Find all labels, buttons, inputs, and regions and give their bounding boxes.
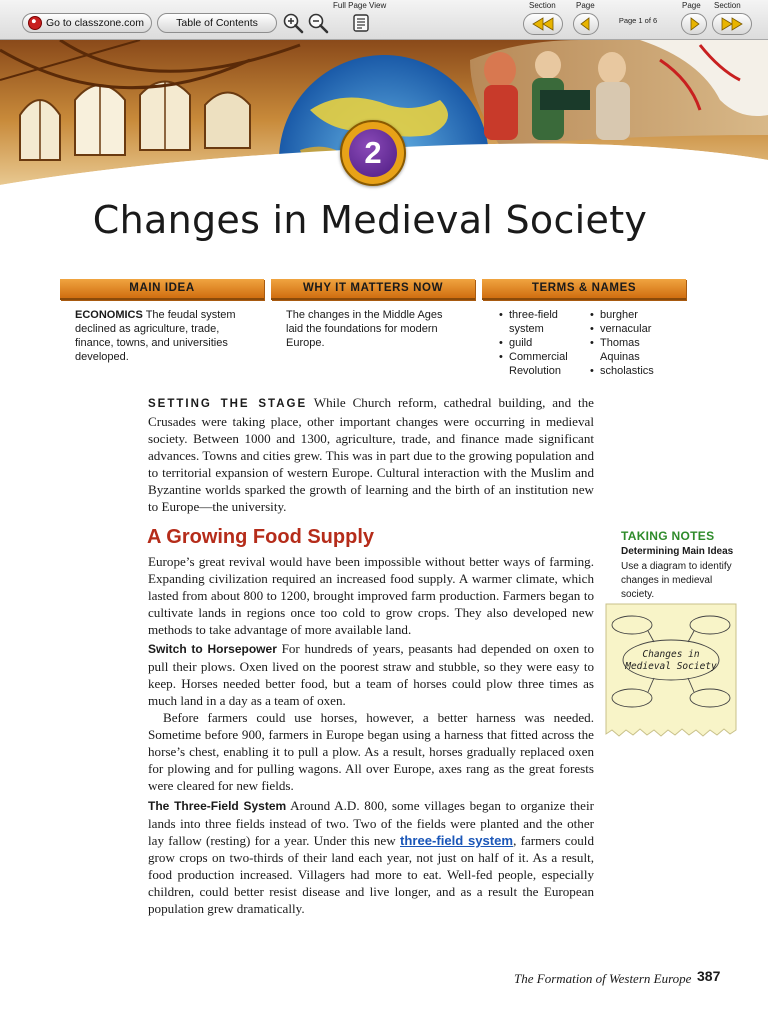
section-intro: Europe’s great revival would have been impossible without better ways of farming. Expanding civilization required an increased food supply. A warmer climate, which lasted from about 800 to 1200, brought improved farm production. Farmers began to cultivate lands in regions once too cold to grow crops. They also developed new methods to take advantage of more available land. [148, 554, 594, 637]
next-section-icon [713, 14, 751, 34]
viewer-toolbar [0, 0, 768, 40]
zoom-in-icon[interactable] [282, 12, 304, 34]
chapter-number-badge [340, 120, 406, 186]
term-commercial-revolution[interactable]: • Commercial Revolution [499, 350, 584, 378]
main-idea-text [75, 308, 255, 364]
term-burgher[interactable]: • burgher [590, 308, 680, 322]
term-vernacular[interactable]: • vernacular [590, 322, 680, 336]
setting-the-stage-label: SETTING THE STAGE [148, 398, 308, 410]
three-field-text-after: , farmers could grow crops on two-thirds of their land each year, not just on half of it. As a result, food production increased. Villagers had more to eat. Well-fed people, especially children, could better resist disease and live longer, and as a result the European population grew dramatically. [148, 833, 594, 916]
previous-page-button[interactable] [573, 13, 599, 35]
previous-section-icon [524, 14, 562, 34]
harness-paragraph: Before farmers could use horses, however, a better harness was needed. Sometime before 900, farmers in Europe began using a harness that fitted across the horse’s chest, enabling it to pull a plow. As a result, horses gradually replaced oxen for plowing and for pulling wagons. All over Europe, axes rang as the great forests were cleared for new fields. [148, 710, 594, 793]
next-page-icon [682, 14, 706, 34]
why-it-matters-text: The changes in the Middle Ages laid the foundations for modern Europe. [286, 309, 443, 349]
terms-names-header: TERMS & NAMES [482, 279, 686, 300]
full-page-view-icon[interactable] [350, 12, 372, 34]
taking-notes-title: TAKING NOTES [621, 529, 715, 543]
why-it-matters-header: WHY IT MATTERS NOW [271, 279, 475, 300]
term-guild[interactable]: • guild [499, 336, 584, 350]
section-label-right: Section [714, 1, 741, 10]
section-body [148, 553, 594, 917]
chapter-title: Changes in Medieval Society [92, 198, 648, 242]
terms-list-col1 [499, 308, 584, 378]
table-of-contents-label: Table of Contents [176, 17, 258, 29]
term-scholastics[interactable]: • scholastics [590, 364, 680, 378]
previous-page-icon [574, 14, 598, 34]
diagram-center-label-line2: Medieval Society [625, 661, 717, 672]
horsepower-paragraph [148, 640, 594, 709]
term-three-field-system[interactable]: • three-field system [499, 308, 584, 336]
section-label-left: Section [529, 1, 556, 10]
go-to-classzone-button[interactable] [22, 13, 152, 33]
terms-list-col2 [590, 308, 680, 378]
taking-notes-subtitle: Determining Main Ideas [621, 546, 734, 557]
go-to-classzone-label: Go to classzone.com [45, 17, 145, 29]
diagram-center-label-line1: Changes in [642, 649, 700, 660]
setting-the-stage-text: While Church reform, cathedral building, and the Crusades were taking place, other important changes were occurring in medieval society. Between 1000 and 1300, agriculture, trade, and finance made significant advances. Towns and cities grew. This was in part due to the growing population and to territorial expansion of western Europe. Cultural interaction with the Muslim and Byzantine worlds sparked the growth of learning and the birth of an institution new to Europe—the university. [148, 395, 594, 514]
horsepower-head: Switch to Horsepower [148, 642, 277, 656]
page-label-left: Page [576, 1, 595, 10]
home-icon [28, 16, 42, 30]
page-label-right: Page [682, 1, 701, 10]
previous-section-button[interactable] [523, 13, 563, 35]
three-field-paragraph [148, 797, 594, 917]
full-page-view-label: Full Page View [333, 1, 387, 10]
table-of-contents-button[interactable] [157, 13, 277, 33]
three-field-system-link[interactable]: three-field system [400, 833, 514, 848]
main-idea-theme: ECONOMICS [75, 309, 143, 321]
term-thomas-aquinas[interactable]: • Thomas Aquinas [590, 336, 680, 364]
taking-notes-text: Use a diagram to identify changes in medieval society. [621, 561, 732, 600]
section-heading: A Growing Food Supply [147, 526, 375, 548]
page-count: Page 1 of 6 [618, 16, 658, 25]
next-page-button[interactable] [681, 13, 707, 35]
zoom-out-icon[interactable] [307, 12, 329, 34]
three-field-head: The Three-Field System [148, 799, 287, 813]
footer-unit-title: The Formation of Western Europe [514, 971, 692, 986]
next-section-button[interactable] [712, 13, 752, 35]
main-idea-statement: The feudal system declined as agriculture, trade, finance, towns, and universities developed. [75, 309, 236, 363]
setting-the-stage [148, 394, 594, 515]
horsepower-text: For hundreds of years, peasants had depended on oxen to pull their plows. Oxen lived on the poorest straw and stubble, so they were easy to keep. Horses needed better food, but a team of horses could plow three times as much land in a day as a team of oxen. [148, 641, 594, 708]
taking-notes-diagram [604, 602, 738, 738]
chapter-number: 2 [349, 129, 397, 177]
three-field-text-before: Around A.D. 800, some villages began to organize their lands into three fields instead of two. Two of the fields were planted and the other lay fallow (resting) for a year. Under this new [148, 798, 594, 848]
main-idea-header: MAIN IDEA [60, 279, 264, 300]
footer-page-number: 387 [697, 968, 721, 984]
